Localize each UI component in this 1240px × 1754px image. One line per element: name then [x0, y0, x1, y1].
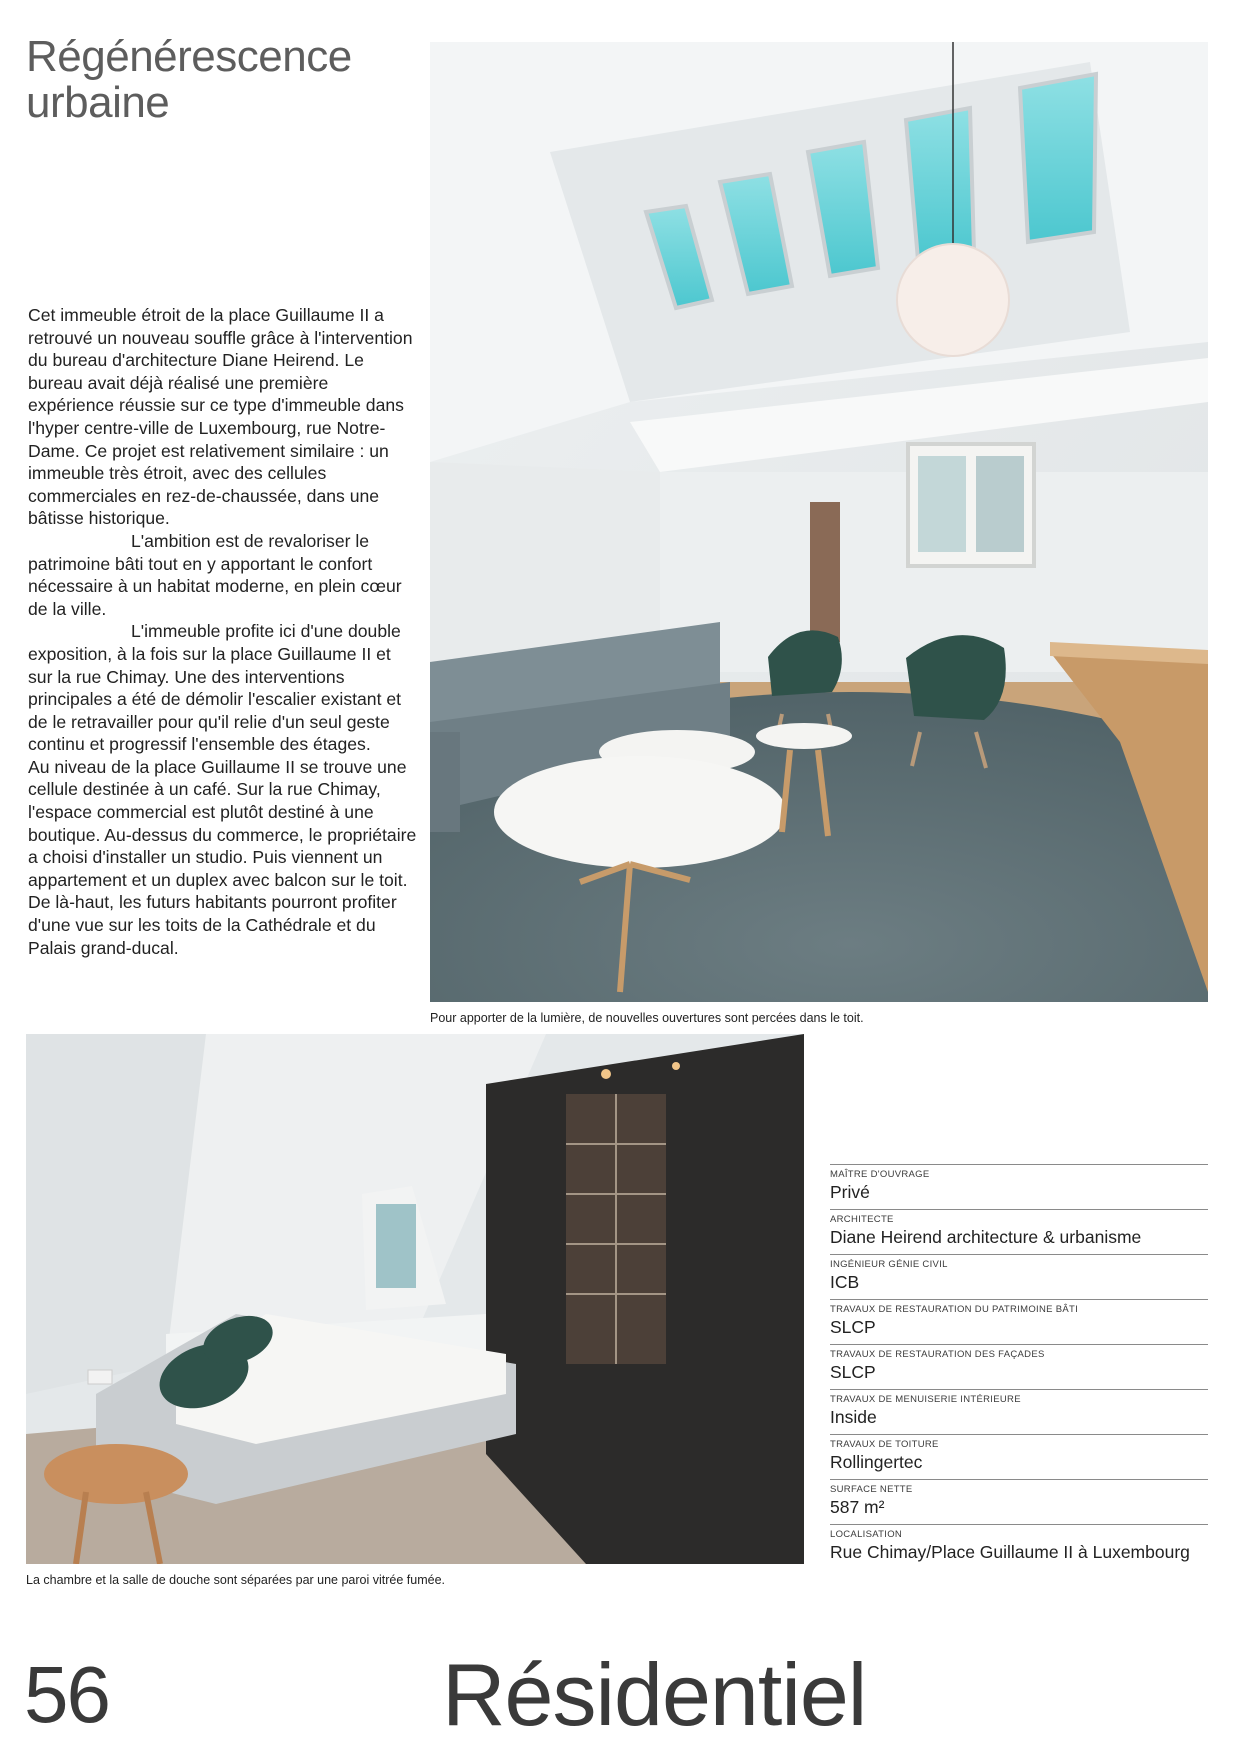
living-room-caption: Pour apporter de la lumière, de nouvelles ouvertures sont percées dans le toit.	[430, 1011, 864, 1025]
page-number: 56	[24, 1650, 109, 1739]
credit-item	[830, 1209, 1208, 1249]
credit-item	[830, 1254, 1208, 1294]
credit-value: Inside	[830, 1407, 877, 1427]
credit-label: INGÉNIEUR GÉNIE CIVIL	[830, 1259, 948, 1270]
article-body	[28, 304, 418, 959]
credit-label: LOCALISATION	[830, 1529, 903, 1540]
project-credits	[830, 1164, 1208, 1569]
credit-value: Rue Chimay/Place Guillaume II à Luxembourg	[830, 1542, 1190, 1562]
credit-label: TRAVAUX DE MENUISERIE INTÉRIEURE	[830, 1394, 1021, 1405]
article-title-line-1: Régénérescence	[26, 32, 352, 81]
credit-label: ARCHITECTE	[830, 1214, 894, 1225]
bedroom-photo	[26, 1034, 804, 1564]
bedroom-caption: La chambre et la salle de douche sont séparées par une paroi vitrée fumée.	[26, 1573, 446, 1587]
article-title-line-2: urbaine	[26, 78, 170, 127]
credit-item	[830, 1479, 1208, 1519]
credit-value: SLCP	[830, 1317, 876, 1337]
credit-label: SURFACE NETTE	[830, 1484, 913, 1495]
credit-value: Rollingertec	[830, 1452, 923, 1472]
credit-value: Privé	[830, 1182, 870, 1202]
credit-label: TRAVAUX DE RESTAURATION DES FAÇADES	[830, 1349, 1045, 1360]
credit-value: 587 m²	[830, 1497, 885, 1517]
credit-item	[830, 1389, 1208, 1429]
living-room-photo	[430, 42, 1208, 1002]
credit-item	[830, 1344, 1208, 1384]
body-paragraph-3: L'immeuble profite ici d'une double exposition, à la fois sur la place Guillaume II et sur la rue Chimay. Une des interventions principales a été de démolir l'escalier existant et de le retravailler pour qu'il relie d'un seul geste continu et progressif l'ensemble des étages.	[28, 621, 402, 755]
body-paragraph-2: L'ambition est de revaloriser le patrimoine bâti tout en y apportant le confort nécessaire à un habitat moderne, en plein cœur de la ville.	[28, 530, 402, 619]
body-paragraph-4: Au niveau de la place Guillaume II se trouve une cellule destinée à un café. Sur la rue Chimay, l'espace commercial est plutôt destiné à une boutique. Au-dessus du commerce, le propriétaire a choisi d'installer un studio. Puis viennent un appartement et un duplex avec balcon sur le toit. De là-haut, les futurs habitants pourront profiter d'une vue sur les toits de la Cathédrale et du Palais grand-ducal.	[28, 756, 417, 958]
credit-item	[830, 1434, 1208, 1474]
credit-value: Diane Heirend architecture & urbanisme	[830, 1227, 1142, 1247]
credit-item	[830, 1299, 1208, 1339]
credit-item	[830, 1164, 1208, 1204]
credit-label: TRAVAUX DE TOITURE	[830, 1439, 939, 1450]
credit-label: MAÎTRE D'OUVRAGE	[830, 1169, 930, 1180]
section-name: Résidentiel	[442, 1645, 867, 1744]
credit-label: TRAVAUX DE RESTAURATION DU PATRIMOINE BÂTI	[830, 1304, 1079, 1315]
credit-value: SLCP	[830, 1362, 876, 1382]
credit-value: ICB	[830, 1272, 860, 1292]
credit-item	[830, 1524, 1208, 1564]
body-paragraph-1: Cet immeuble étroit de la place Guillaume II a retrouvé un nouveau souffle grâce à l'intervention du bureau d'architecture Diane Heirend. Le bureau avait déjà réalisé une première expérience réussie sur ce type d'immeuble dans l'hyper centre-ville de Luxembourg, rue Notre-Dame. Ce projet est relativement similaire : un immeuble très étroit, avec des cellules commerciales en rez-de-chaussée, dans une bâtisse historique.	[28, 305, 413, 529]
article-title	[26, 34, 416, 126]
